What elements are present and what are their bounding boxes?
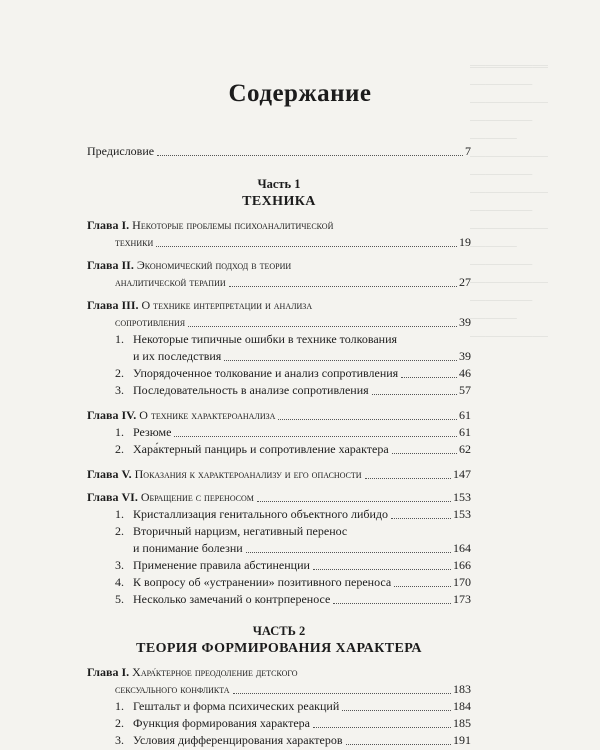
chapter-title: Показания к характероанализу и его опасности <box>134 467 362 481</box>
toc-chapter <box>87 408 471 459</box>
toc-section[interactable] <box>115 716 471 733</box>
section-title: Последовательность в анализе сопротивления <box>133 383 369 397</box>
toc-section[interactable] <box>115 442 471 459</box>
chapter-title-cont: сексуального конфликта <box>115 682 230 696</box>
toc-chapter <box>87 490 471 609</box>
section-title: Функция формирования характера <box>133 716 310 730</box>
section-title: Применение правила абстиненции <box>133 558 310 572</box>
chapter-title-cont: техники <box>115 235 154 249</box>
dot-leader <box>229 286 457 287</box>
page-number: 39 <box>459 349 471 363</box>
part-2-heading <box>87 623 471 657</box>
toc-section[interactable] <box>115 592 471 609</box>
dot-leader <box>157 155 463 156</box>
dot-leader <box>224 360 457 361</box>
page-number: 164 <box>453 541 471 555</box>
page-number: 19 <box>459 235 471 249</box>
page-number: 184 <box>453 699 471 713</box>
toc-chapter <box>87 218 471 250</box>
toc-section[interactable] <box>115 575 471 592</box>
section-number: 4. <box>115 575 124 589</box>
toc-entry-chapter-cont[interactable] <box>87 315 471 330</box>
entry-title: Предисловие <box>87 144 155 158</box>
section-title-line: Некоторые типичные ошибки в технике толкования <box>133 332 398 346</box>
section-title-line: Вторичный нарцизм, негативный перенос <box>133 524 348 538</box>
section-title-line: и понимание болезни <box>133 541 243 555</box>
chapter-number: Глава III. <box>87 298 139 312</box>
chapter-number: Глава I. <box>87 665 130 679</box>
dot-leader <box>394 586 451 587</box>
section-title: Кристаллизация генитального объектного либидо <box>133 507 389 521</box>
page-number: 27 <box>459 275 471 289</box>
toc-chapter <box>87 298 471 400</box>
dot-leader <box>401 377 457 378</box>
toc-entry-chapter-title[interactable] <box>87 490 471 505</box>
section-title: Условия дифференцирования характеров <box>133 733 343 747</box>
part-name: ТЕОРИЯ ФОРМИРОВАНИЯ ХАРАКТЕРА <box>136 641 422 656</box>
chapter-title: Некоторые проблемы психоаналитической <box>132 218 334 232</box>
chapter-title: О технике интерпретации и анализа <box>141 298 313 312</box>
chapter-number: Глава I. <box>87 218 130 232</box>
toc-section[interactable] <box>115 699 471 716</box>
toc-entry-chapter-cont[interactable] <box>87 682 471 697</box>
dot-leader <box>246 552 451 553</box>
page-number: 173 <box>453 592 471 606</box>
dot-leader <box>392 453 457 454</box>
toc-entry-chapter-title[interactable] <box>87 408 471 423</box>
section-number: 3. <box>115 383 124 397</box>
section-title: Резюме <box>133 425 172 439</box>
page-number: 166 <box>453 558 471 572</box>
chapter-number: Глава II. <box>87 258 134 272</box>
section-number: 5. <box>115 592 124 606</box>
part-label: Часть 1 <box>257 177 301 191</box>
page-title: Содержание <box>228 80 372 107</box>
page-number: 61 <box>459 408 471 422</box>
toc-section[interactable] <box>115 507 471 524</box>
dot-leader <box>313 727 451 728</box>
page-number: 46 <box>459 366 471 380</box>
toc-section[interactable] <box>115 332 471 366</box>
page-number: 62 <box>459 442 471 456</box>
toc-entry-chapter-cont[interactable] <box>87 275 471 290</box>
page-number: 185 <box>453 716 471 730</box>
section-number: 1. <box>115 332 124 346</box>
chapter-title-cont: сопротивления <box>115 315 186 329</box>
toc-entry-chapter-title[interactable] <box>87 218 471 233</box>
toc-section[interactable] <box>115 558 471 575</box>
section-title: Упорядоченное толкование и анализ сопротивления <box>133 366 399 380</box>
chapter-title-cont: аналитической терапии <box>115 275 226 289</box>
chapter-title: Обращение с переносом <box>140 490 254 504</box>
table-of-contents <box>87 144 471 750</box>
chapter-title: О технике характероанализа <box>139 408 276 422</box>
section-number: 2. <box>115 366 124 380</box>
chapter-number: Глава VI. <box>87 490 138 504</box>
chapter-title: Экономический подход в теории <box>136 258 292 272</box>
section-number: 2. <box>115 716 124 730</box>
section-number: 1. <box>115 425 124 439</box>
toc-chapter <box>87 258 471 290</box>
section-number: 1. <box>115 507 124 521</box>
page-number: 39 <box>459 315 471 329</box>
section-title-line: и их последствия <box>133 349 222 363</box>
toc-section[interactable] <box>115 425 471 442</box>
page-number: 183 <box>453 682 471 696</box>
section-number: 3. <box>115 733 124 747</box>
page-number: 7 <box>465 144 471 158</box>
dot-leader <box>188 326 457 327</box>
toc-chapter <box>87 467 471 482</box>
dot-leader <box>174 436 457 437</box>
toc-entry-chapter-title[interactable] <box>87 665 471 680</box>
toc-entry-chapter-title[interactable] <box>87 258 471 273</box>
page-number: 153 <box>453 507 471 521</box>
page-number: 57 <box>459 383 471 397</box>
part-label: ЧАСТЬ 2 <box>252 624 306 638</box>
section-number: 2. <box>115 524 124 538</box>
section-number: 2. <box>115 442 124 456</box>
page-number: 170 <box>453 575 471 589</box>
toc-section[interactable] <box>115 366 471 383</box>
toc-section[interactable] <box>115 383 471 400</box>
toc-entry-chapter-cont[interactable] <box>87 235 471 250</box>
page-number: 61 <box>459 425 471 439</box>
section-title: Несколько замечаний о контрпереносе <box>133 592 331 606</box>
part-1-heading <box>87 176 471 210</box>
dot-leader <box>278 419 457 420</box>
facing-page-bleed-through: ══════════ ──────── ────────── ──────── ────── ────────── ──────── ────────── ──────── ────────── ────── ──────── ────────── ──────── ────── ────────── <box>470 61 548 343</box>
toc-chapter <box>87 665 471 750</box>
toc-entry-chapter-title[interactable] <box>87 467 471 482</box>
dot-leader <box>346 744 451 745</box>
toc-section[interactable] <box>115 524 471 558</box>
toc-section[interactable] <box>115 733 471 750</box>
part-name: ТЕХНИКА <box>242 194 316 209</box>
page-number: 153 <box>453 490 471 504</box>
toc-entry-preface[interactable] <box>87 144 471 159</box>
dot-leader <box>372 394 457 395</box>
section-title: Гештальт и форма психических реакций <box>133 699 340 713</box>
dot-leader <box>156 246 457 247</box>
chapter-title: Хара́ктерное преодоление детского <box>132 665 298 679</box>
section-number: 3. <box>115 558 124 572</box>
dot-leader <box>233 693 452 694</box>
chapter-number: Глава V. <box>87 467 132 481</box>
chapter-number: Глава IV. <box>87 408 137 422</box>
dot-leader <box>257 501 451 502</box>
dot-leader <box>313 569 451 570</box>
page-number: 147 <box>453 467 471 481</box>
dot-leader <box>333 603 451 604</box>
page-number: 191 <box>453 733 471 747</box>
dot-leader <box>342 710 451 711</box>
dot-leader <box>391 518 451 519</box>
section-number: 1. <box>115 699 124 713</box>
toc-entry-chapter-title[interactable] <box>87 298 471 313</box>
dot-leader <box>365 478 451 479</box>
section-title: К вопросу об «устранении» позитивного переноса <box>133 575 392 589</box>
section-title: Хара́ктерный панцирь и сопротивление характера <box>133 442 389 456</box>
